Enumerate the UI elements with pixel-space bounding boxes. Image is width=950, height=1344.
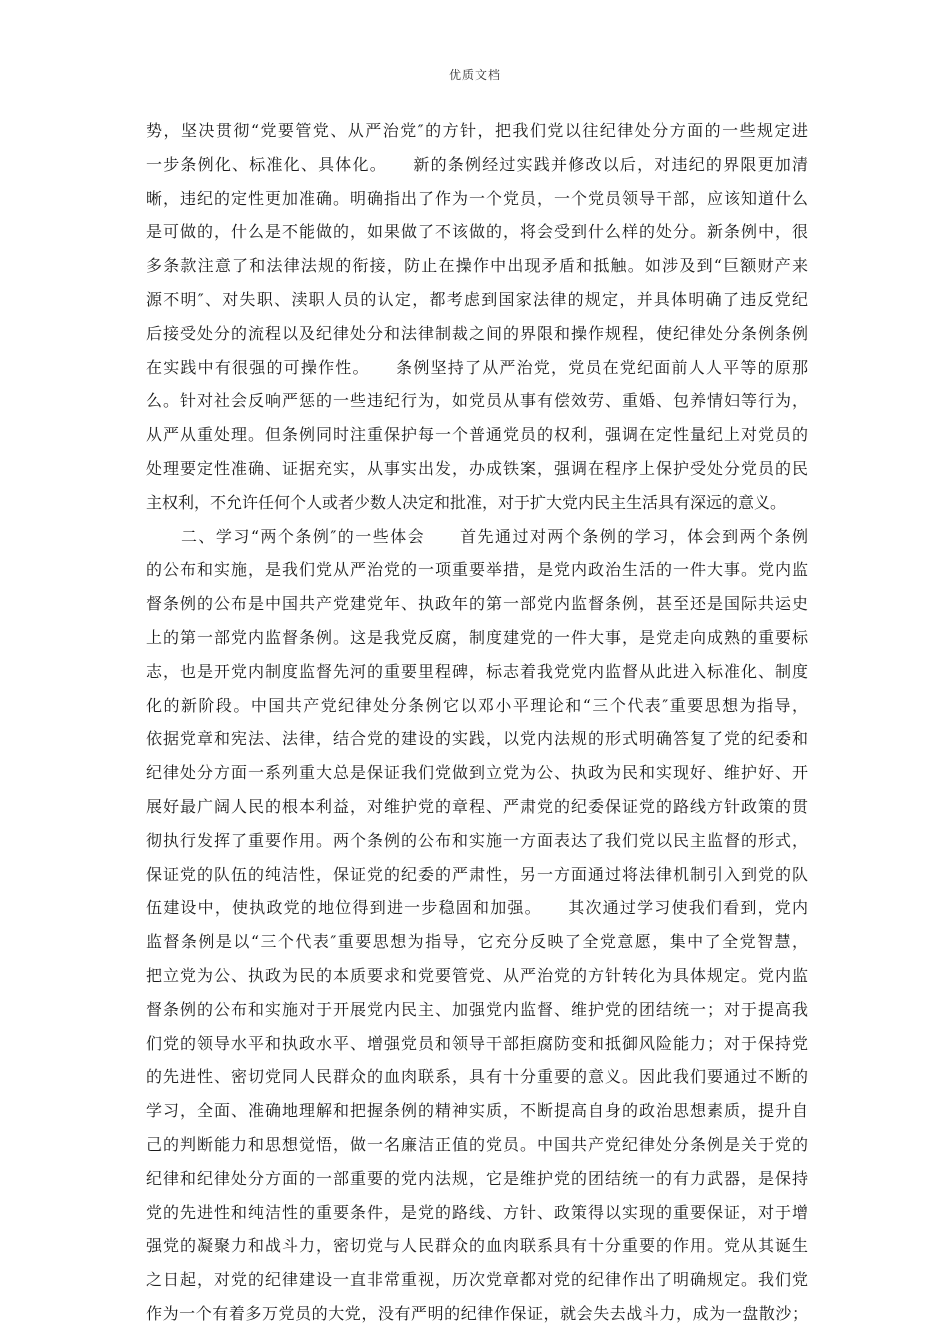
text-line: 作为一个有着多万党员的大党，没有严明的纪律作保证，就会失去战斗力，成为一盘散沙；	[146, 1303, 808, 1323]
text-line: 么。针对社会反响严惩的一些违纪行为，如党员从事有偿效劳、重婚、包养情妇等行为，	[146, 391, 808, 411]
text-line: 把立党为公、执政为民的本质要求和党要管党、从严治党的方针转化为具体规定。党内监	[146, 965, 808, 985]
text-line: 督条例的公布和实施对于开展党内民主、加强党内监督、维护党的团结统一；对于提高我	[146, 999, 808, 1019]
text-line: 党的先进性和纯洁性的重要条件，是党的路线、方针、政策得以实现的重要保证，对于增	[146, 1202, 808, 1222]
text-line: 处理要定性准确、证据充实，从事实出发，办成铁案，强调在程序上保护受处分党员的民	[146, 458, 808, 478]
text-line: 化的新阶段。中国共产党纪律处分条例它以邓小平理论和“三个代表″重要思想为指导，	[146, 695, 808, 715]
text-line: 伍建设中，使执政党的地位得到进一步稳固和加强。 其次通过学习使我们看到，党内	[146, 898, 808, 918]
text-line: 二、学习“两个条例″的一些体会 首先通过对两个条例的学习，体会到两个条例	[146, 526, 808, 546]
text-line: 强党的凝聚力和战斗力，密切党与人民群众的血肉联系具有十分重要的作用。党从其诞生	[146, 1236, 808, 1256]
text-line: 在实践中有很强的可操作性。 条例坚持了从严治党，党员在党纪面前人人平等的原那	[146, 357, 808, 377]
text-line: 学习，全面、准确地理解和把握条例的精神实质，不断提高自身的政治思想素质，提升自	[146, 1101, 808, 1121]
text-line: 展好最广阔人民的根本利益，对维护党的章程、严肃党的纪委保证党的路线方针政策的贯	[146, 796, 808, 816]
text-line: 督条例的公布是中国共产党建党年、执政年的第一部党内监督条例，甚至还是国际共运史	[146, 594, 808, 614]
text-line: 源不明″、对失职、渎职人员的认定，都考虑到国家法律的规定，并具体明确了违反党纪	[146, 289, 808, 309]
text-line: 上的第一部党内监督条例。这是我党反腐，制度建党的一件大事，是党走向成熟的重要标	[146, 627, 808, 647]
text-line: 己的判断能力和思想觉悟，做一名廉洁正值的党员。中国共产党纪律处分条例是关于党的	[146, 1134, 808, 1154]
text-line: 之日起，对党的纪律建设一直非常重视，历次党章都对党的纪律作出了明确规定。我们党	[146, 1270, 808, 1290]
text-line: 的先进性、密切党同人民群众的血肉联系，具有十分重要的意义。因此我们要通过不断的	[146, 1067, 808, 1087]
text-line: 主权利，不允许任何个人或者少数人决定和批准，对于扩大党内民主生活具有深远的意义。	[146, 492, 787, 512]
text-line: 志，也是开党内制度监督先河的重要里程碑，标志着我党党内监督从此进入标准化、制度	[146, 661, 808, 681]
text-line: 监督条例是以“三个代表″重要思想为指导，它充分反映了全党意愿，集中了全党智慧，	[146, 932, 808, 952]
text-line: 依据党章和宪法、法律，结合党的建设的实践，以党内法规的形式明确答复了党的纪委和	[146, 729, 808, 749]
text-line: 纪律处分方面一系列重大总是保证我们党做到立党为公、执政为民和实现好、维护好、开	[146, 763, 808, 783]
text-line: 们党的领导水平和执政水平、增强党员和领导干部拒腐防变和抵御风险能力；对于保持党	[146, 1033, 808, 1053]
text-line: 从严从重处理。但条例同时注重保护每一个普通党员的权利，强调在定性量纪上对党员的	[146, 425, 808, 445]
text-line: 后接受处分的流程以及纪律处分和法律制裁之间的界限和操作规程，使纪律处分条例条例	[146, 323, 808, 343]
text-line: 晰，违纪的定性更加准确。明确指出了作为一个党员，一个党员领导干部，应该知道什么	[146, 188, 808, 208]
page-header: 优质文档	[448, 68, 501, 82]
text-line: 的公布和实施，是我们党从严治党的一项重要举措，是党内政治生活的一件大事。党内监	[146, 560, 808, 580]
text-line: 多条款注意了和法律法规的衔接，防止在操作中出现矛盾和抵触。如涉及到“巨额财产来	[146, 256, 808, 276]
document-body	[146, 114, 808, 1331]
text-line: 一步条例化、标准化、具体化。 新的条例经过实践并修改以后，对违纪的界限更加清	[146, 154, 808, 174]
text-line: 彻执行发挥了重要作用。两个条例的公布和实施一方面表达了我们党以民主监督的形式，	[146, 830, 808, 850]
text-line: 保证党的队伍的纯洁性，保证党的纪委的严肃性，另一方面通过将法律机制引入到党的队	[146, 864, 808, 884]
text-line: 纪律和纪律处分方面的一部重要的党内法规，它是维护党的团结统一的有力武器，是保持	[146, 1168, 808, 1188]
text-line: 势，坚决贯彻“党要管党、从严治党″的方针，把我们党以往纪律处分方面的一些规定进	[146, 121, 808, 140]
text-line: 是可做的，什么是不能做的，如果做了不该做的，将会受到什么样的处分。新条例中，很	[146, 222, 808, 242]
